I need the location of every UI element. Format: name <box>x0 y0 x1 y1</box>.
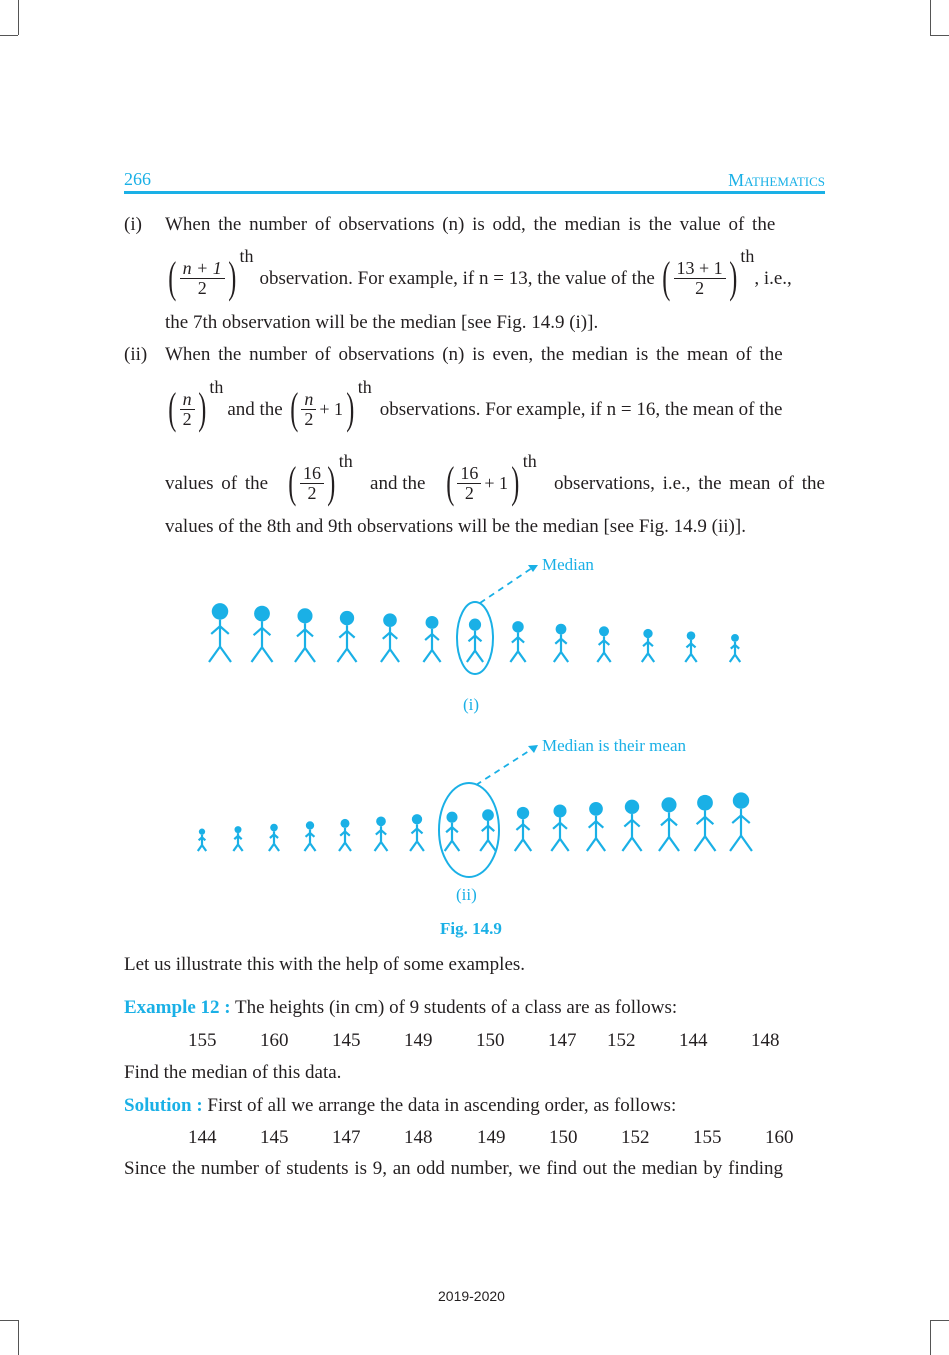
stick-figure <box>730 792 752 851</box>
stick-figure <box>642 629 654 662</box>
fraction <box>180 390 195 429</box>
item-i-marker: (i) <box>124 214 142 235</box>
stick-figure <box>375 816 388 851</box>
value-cell: 152 <box>607 1030 636 1051</box>
crop-mark <box>930 0 931 35</box>
stick-figure <box>337 611 356 662</box>
crop-mark <box>930 1320 931 1355</box>
crop-mark <box>0 1320 18 1321</box>
left-paren: ( <box>288 458 297 507</box>
plus-one: + 1 <box>319 399 344 419</box>
item-i-line2-end: , i.e., <box>754 267 792 289</box>
stick-figure <box>480 809 496 851</box>
plus-one: + 1 <box>484 473 509 493</box>
part-ii-label: (ii) <box>456 885 477 904</box>
left-paren: ( <box>168 384 177 433</box>
fraction <box>300 464 324 503</box>
solution-line <box>124 1096 676 1115</box>
arrow-head <box>528 745 538 753</box>
intro-text: Let us illustrate this with the help of some examples. <box>124 954 526 975</box>
item-ii-line3-end: observations, i.e., the mean of the <box>554 472 825 494</box>
superscript-th: th <box>740 246 755 266</box>
solution-values <box>0 1127 949 1151</box>
item-ii-line1: When the number of observations (n) is even, the median is the mean of the <box>165 344 783 365</box>
fraction-numerator: n + 1 <box>180 259 225 279</box>
stick-figure <box>269 824 279 851</box>
item-i-line1: When the number of observations (n) is odd, the median is the value of the <box>165 214 776 235</box>
example-text: The heights (in cm) of 9 students of a class are as follows: <box>235 997 678 1018</box>
value-cell: 149 <box>477 1127 506 1148</box>
page-number: 266 <box>124 169 151 189</box>
fraction <box>674 259 726 298</box>
fraction <box>301 390 316 429</box>
stick-figure <box>551 804 568 851</box>
stick-figure <box>510 621 525 662</box>
example-question: Find the median of this data. <box>124 1062 342 1083</box>
right-paren: ) <box>511 458 520 507</box>
solution-last-line: Since the number of students is 9, an odd number, we find out the median by finding <box>124 1158 784 1179</box>
item-ii-line2 <box>165 378 782 440</box>
crop-mark <box>18 0 19 35</box>
value-cell: 145 <box>260 1127 289 1148</box>
formula-group <box>285 451 353 507</box>
stick-figure <box>445 812 460 851</box>
running-title: Mathematics <box>728 170 825 190</box>
item-ii-line3-start: values of the <box>165 472 269 494</box>
fraction-denominator: 2 <box>304 408 314 429</box>
arrow-head <box>528 565 538 572</box>
stick-figure <box>622 800 641 851</box>
item-i-line2 <box>165 248 792 308</box>
superscript-th: th <box>209 377 224 397</box>
example-line <box>124 998 677 1017</box>
part-i-label: (i) <box>463 695 480 714</box>
stick-figure <box>587 802 605 851</box>
stick-figure <box>597 626 610 662</box>
median-pointer <box>480 568 532 603</box>
crop-mark <box>18 1320 19 1355</box>
left-paren: ( <box>290 384 299 433</box>
stick-figure <box>381 613 399 662</box>
value-cell: 148 <box>404 1127 433 1148</box>
stick-figure <box>410 814 424 851</box>
crop-mark <box>0 35 18 36</box>
item-ii-line2-end: observations. For example, if n = 16, the mean of the <box>379 398 783 420</box>
value-cell: 150 <box>476 1030 505 1051</box>
example-label: Example 12 : <box>124 997 231 1018</box>
stick-figure <box>467 619 483 662</box>
value-cell: 149 <box>404 1030 433 1051</box>
stick-figure <box>659 797 679 851</box>
formula-group <box>443 451 537 507</box>
fraction-numerator: n <box>180 390 195 410</box>
value-cell: 155 <box>188 1030 217 1051</box>
item-ii-line4: values of the 8th and 9th observations will be the median [see Fig. 14.9 (ii)]. <box>165 516 746 537</box>
value-cell: 160 <box>765 1127 794 1148</box>
left-paren: ( <box>446 458 455 507</box>
solution-label: Solution : <box>124 1095 203 1116</box>
right-paren: ) <box>228 253 237 302</box>
fraction-numerator: 16 <box>300 464 324 484</box>
item-i-line3: the 7th observation will be the median [see Fig. 14.9 (i)]. <box>165 312 599 333</box>
stick-figure <box>304 821 315 851</box>
fraction-numerator: 13 + 1 <box>674 259 726 279</box>
left-paren: ( <box>662 253 671 302</box>
value-cell: 147 <box>332 1127 361 1148</box>
stick-figure <box>295 608 315 662</box>
solution-text: First of all we arrange the data in ascending order, as follows: <box>207 1095 677 1116</box>
stick-figure <box>198 829 206 851</box>
fraction-denominator: 2 <box>307 482 317 503</box>
value-cell: 148 <box>751 1030 780 1051</box>
fraction-denominator: 2 <box>182 408 192 429</box>
stick-figure <box>251 606 272 662</box>
right-paren: ) <box>728 253 738 302</box>
fraction-denominator: 2 <box>695 277 705 298</box>
right-paren: ) <box>197 384 207 433</box>
stick-figure <box>423 616 440 662</box>
figure-part-i <box>209 603 740 662</box>
left-paren: ( <box>168 253 177 302</box>
and-the: and the <box>370 472 426 494</box>
stick-figure <box>730 634 740 662</box>
fraction-numerator: n <box>301 390 316 410</box>
value-cell: 150 <box>549 1127 578 1148</box>
fraction-denominator: 2 <box>197 277 207 298</box>
median-label: Median <box>542 555 594 574</box>
superscript-th: th <box>357 377 372 397</box>
crop-mark <box>930 1320 949 1321</box>
value-cell: 147 <box>548 1030 577 1051</box>
fraction-numerator: 16 <box>457 464 481 484</box>
item-i-line2-text: observation. For example, if n = 13, the value of the <box>259 267 655 289</box>
stick-figure <box>233 826 242 851</box>
stick-figure <box>339 819 351 851</box>
and-the: and the <box>227 398 283 420</box>
median-mean-label: Median is their mean <box>542 736 686 755</box>
item-ii-marker: (ii) <box>124 344 148 365</box>
value-cell: 144 <box>679 1030 708 1051</box>
value-cell: 145 <box>332 1030 361 1051</box>
superscript-th: th <box>338 451 353 471</box>
figure-14-9 <box>0 540 949 940</box>
example-values <box>0 1030 949 1054</box>
value-cell: 155 <box>693 1127 722 1148</box>
figure-part-ii <box>198 792 752 851</box>
superscript-th: th <box>522 451 537 471</box>
fraction-denominator: 2 <box>464 482 474 503</box>
stick-figure <box>515 807 532 851</box>
stick-figure <box>209 603 231 662</box>
right-paren: ) <box>346 384 355 433</box>
value-cell: 144 <box>188 1127 217 1148</box>
fraction <box>457 464 481 503</box>
figure-caption: Fig. 14.9 <box>440 919 502 938</box>
superscript-th: th <box>239 246 254 266</box>
footer-year: 2019-2020 <box>438 1288 505 1304</box>
stick-figure <box>685 631 696 662</box>
right-paren: ) <box>327 458 336 507</box>
median-mean-pointer <box>476 749 532 785</box>
crop-mark <box>930 35 949 36</box>
header-rule <box>124 191 825 194</box>
value-cell: 160 <box>260 1030 289 1051</box>
item-ii-line3 <box>165 452 825 514</box>
fraction <box>180 259 225 298</box>
value-cell: 152 <box>621 1127 650 1148</box>
stick-figure <box>695 795 716 851</box>
stick-figure <box>554 624 568 662</box>
